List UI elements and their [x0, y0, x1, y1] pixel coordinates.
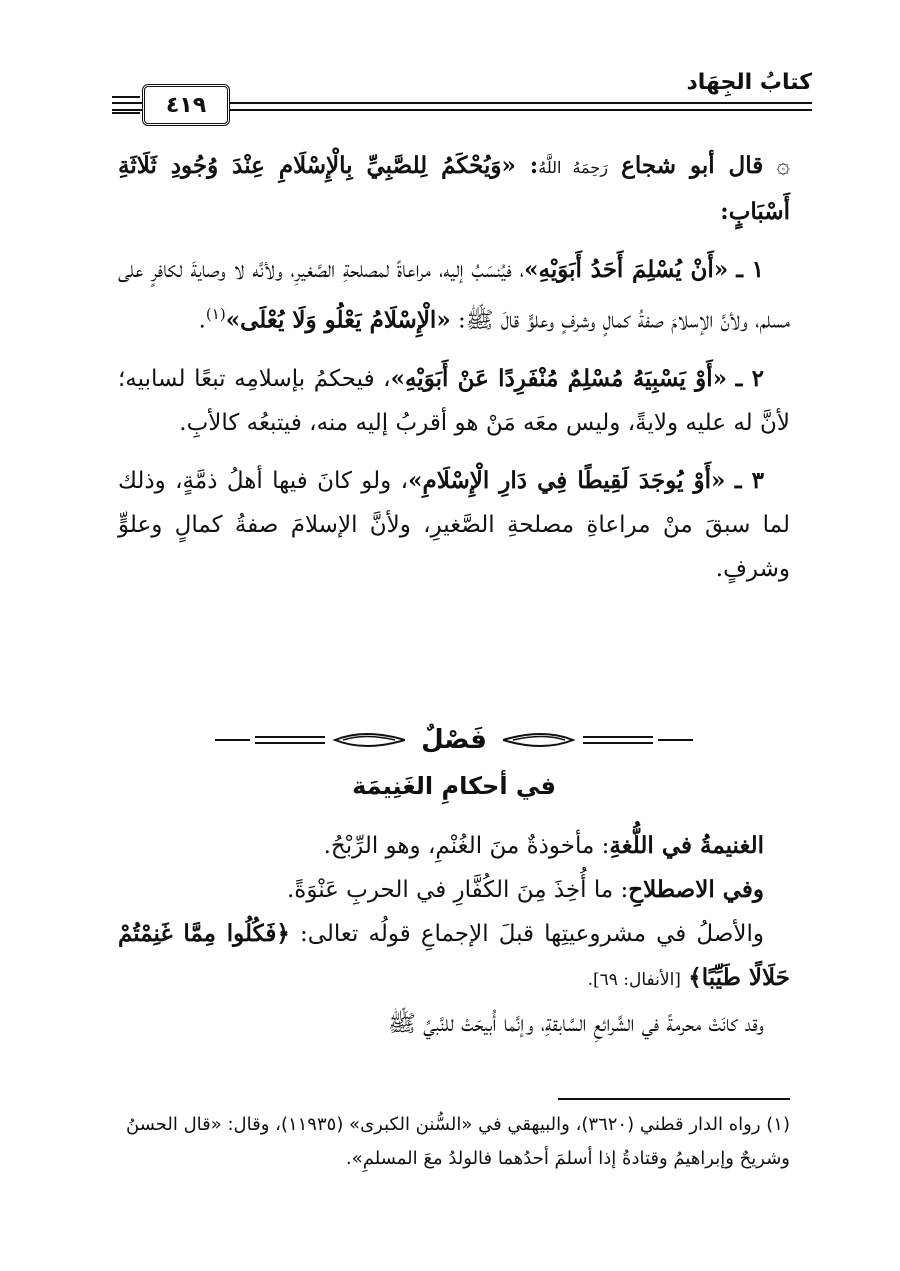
footnote-number: (١): [766, 1114, 790, 1135]
ayah-reference: [الأنفال: ٦٩].: [587, 970, 681, 990]
definition-text: : ما أُخِذَ مِنَ الكُفَّارِ في الحربِ عَنْوَةً.: [286, 877, 629, 903]
intro-quote: : «وَيُحْكَمُ لِلصَّبِيِّ بِالْإِسْلَامِ عِنْدَ وُجُودِ ثَلَاثَةِ أَسْبَابٍ:: [118, 152, 790, 225]
reason-number: ٢ ـ: [735, 364, 764, 392]
sentence-end: .: [198, 307, 206, 334]
ornament-left-icon: [215, 728, 405, 752]
definition-text: : مأخوذةٌ منَ الغُنْمِ، وهو الرِّبْحُ.: [323, 833, 610, 859]
section-text: [118, 824, 790, 1046]
sharh-text: ، فيحكمُ بإسلامِه تبعًا لسابيه؛ لأنَّ له عليه ولايةً، وليس معَه مَنْ هو أقربُ إليه منه، فيتبعُه كالأبِ.: [118, 365, 790, 436]
continuation-paragraph: [118, 1002, 790, 1046]
footnote-ref[interactable]: (١): [205, 305, 226, 323]
footnote-1: [118, 1108, 790, 1176]
page-number: ٤١٩: [142, 84, 230, 126]
reason-3: [118, 459, 790, 591]
main-text: [118, 144, 790, 591]
matn-text: «أَنْ يُسْلِمَ أَحَدُ أَبَوَيْهِ»: [524, 256, 729, 283]
intro-paragraph: [118, 144, 790, 234]
matn-text: «أَوْ يُوجَدَ لَقِيطًا فِي دَارِ الْإِسْلَامِ»: [408, 466, 726, 494]
honorific: رَحِمَهُ اللَّهُ: [538, 158, 608, 177]
reason-number: ٣ ـ: [734, 466, 765, 494]
footnote-separator: [558, 1098, 790, 1100]
evidence-lead: والأصلُ في مشروعيتِها قبلَ الإجماعِ قولُه تعالى:: [289, 921, 764, 947]
footnote-text: رواه الدار قطني (٣٦٢٠)، والبيهقي في «السُّنن الكبرى» (١١٩٣٥)، وقال: «قال الحسنُ وشريحٌ وإبراهيمُ وقتادةُ إذا أسلمَ أحدُهما فالولدُ معَ المسلمِ».: [126, 1114, 790, 1169]
ornament-right-icon: [503, 728, 693, 752]
reason-number: ١ ـ: [736, 256, 765, 283]
sharh-text: ، فيُنسَبُ إليه، مراعاةً لمصلحةِ الصَّغيرِ، ولأنَّه لا وصايةَ لكافرٍ على مسلم، ولأنَّ الإسلامَ صفةُ كمالٍ وشرفٍ وعلوٍّ قالَ ﷺ:: [118, 257, 790, 334]
quran-ayah: ﴿فَكُلُوا مِمَّا غَنِمْتُمْ حَلَالًا طَيِّبًا﴾: [118, 920, 790, 991]
matn-text: «أَوْ يَسْبِيَهُ مُسْلِمٌ مُنْفَرِدًا عَنْ أَبَوَيْهِ»: [390, 364, 728, 392]
hadith-text: «الْإِسْلَامُ يَعْلُو وَلَا يُعْلَى»: [225, 306, 451, 334]
section-marker-icon: ۞: [776, 153, 790, 179]
section-heading-word: فَصْلٌ: [421, 725, 487, 755]
definition-term: الغنيمةُ في اللُّغةِ: [609, 832, 764, 859]
reason-2: [118, 357, 790, 445]
footnotes: [118, 1108, 790, 1176]
definition-technical: [118, 868, 790, 912]
header-rule-left: [112, 96, 140, 114]
speaker: قال أبو شجاع: [621, 152, 764, 179]
definition-term: وفي الاصطلاحِ: [628, 876, 764, 903]
running-title: كتابُ الجِهَاد: [686, 70, 812, 95]
definition-linguistic: [118, 824, 790, 868]
evidence-paragraph: [118, 912, 790, 1002]
reason-1: [118, 248, 790, 343]
section-heading: [118, 720, 790, 760]
continuation-text: وقد كانَتْ محرمةً في الشَّرائعِ السَّابقةِ، وإنَّما أُبيحَتْ للنَّبيِّ ﷺ: [388, 1011, 764, 1037]
section-subtitle: في أحكامِ الغَنِيمَة: [352, 772, 556, 800]
sharh-text: ، ولو كانَ فيها أهلُ ذمَّةٍ، وذلك لما سبقَ منْ مراعاةِ مصلحةِ الصَّغيرِ، ولأنَّ الإسلامَ صفةُ كمالٍ وعلوٍّ وشرفٍ.: [118, 467, 790, 582]
